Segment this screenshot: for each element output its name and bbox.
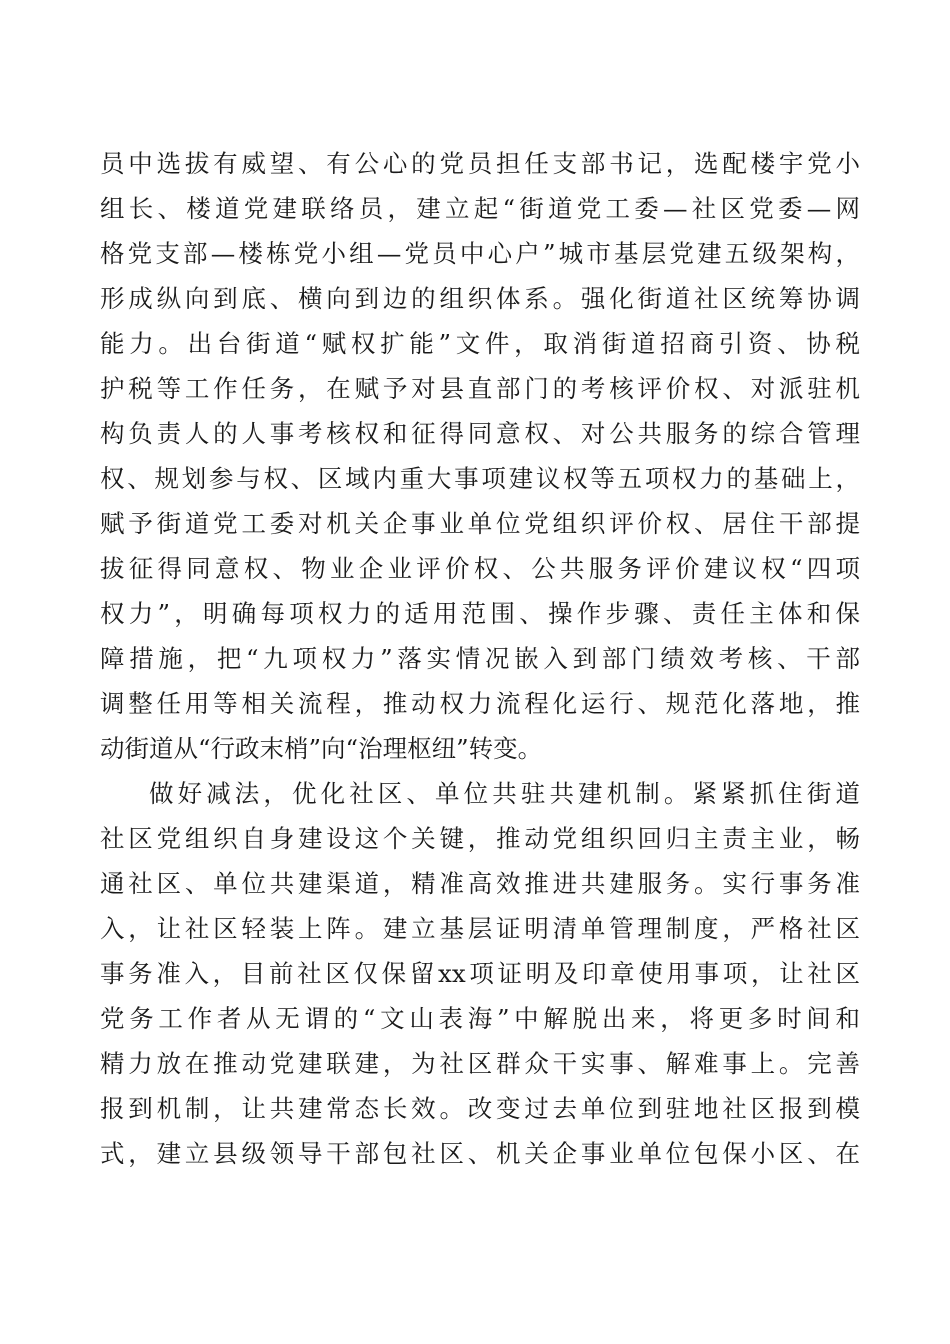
text-line: 护税等工作任务，在赋予对县直部门的考核评价权、对派驻机 bbox=[100, 374, 860, 403]
paragraph-2 bbox=[100, 771, 860, 1176]
text-line: 社区党组织自身建设这个关键，推动党组织回归主责主业，畅 bbox=[100, 824, 860, 853]
text-line: 精力放在推动党建联建，为社区群众干实事、解难事上。完善 bbox=[100, 1049, 860, 1078]
paragraph-1 bbox=[100, 141, 860, 771]
text-line: 入，让社区轻装上阵。建立基层证明清单管理制度，严格社区 bbox=[100, 914, 860, 943]
text-line: 构负责人的人事考核权和征得同意权、对公共服务的综合管理 bbox=[100, 419, 860, 448]
document-body bbox=[100, 141, 860, 1176]
text-line: 权力”，明确每项权力的适用范围、操作步骤、责任主体和保 bbox=[100, 599, 860, 628]
text-line: 障措施，把“九项权力”落实情况嵌入到部门绩效考核、干部 bbox=[100, 644, 860, 673]
text-line: 式，建立县级领导干部包社区、机关企事业单位包保小区、在 bbox=[100, 1139, 860, 1168]
text-line: 党务工作者从无谓的“文山表海”中解脱出来，将更多时间和 bbox=[100, 1004, 860, 1033]
text-line: 调整任用等相关流程，推动权力流程化运行、规范化落地，推 bbox=[100, 689, 860, 718]
text-line: 做好减法，优化社区、单位共驻共建机制。紧紧抓住街道 bbox=[149, 779, 860, 808]
text-line: 权、规划参与权、区域内重大事项建议权等五项权力的基础上， bbox=[100, 464, 860, 493]
text-line: 员中选拔有威望、有公心的党员担任支部书记，选配楼宇党小 bbox=[100, 149, 860, 178]
text-line: 动街道从“行政末梢”向“治理枢纽”转变。 bbox=[100, 734, 543, 763]
text-line: 通社区、单位共建渠道，精准高效推进共建服务。实行事务准 bbox=[100, 869, 860, 898]
text-line: 能力。出台街道“赋权扩能”文件，取消街道招商引资、协税 bbox=[100, 329, 860, 358]
text-line: 事务准入，目前社区仅保留xx项证明及印章使用事项，让社区 bbox=[100, 959, 860, 988]
text-line: 形成纵向到底、横向到边的组织体系。强化街道社区统筹协调 bbox=[100, 284, 860, 313]
text-line: 组长、楼道党建联络员，建立起“街道党工委—社区党委—网 bbox=[100, 194, 860, 223]
text-line: 格党支部—楼栋党小组—党员中心户”城市基层党建五级架构， bbox=[100, 239, 860, 268]
text-line: 拔征得同意权、物业企业评价权、公共服务评价建议权“四项 bbox=[100, 554, 860, 583]
text-line: 报到机制，让共建常态长效。改变过去单位到驻地社区报到模 bbox=[100, 1094, 860, 1123]
text-line: 赋予街道党工委对机关企事业单位党组织评价权、居住干部提 bbox=[100, 509, 860, 538]
